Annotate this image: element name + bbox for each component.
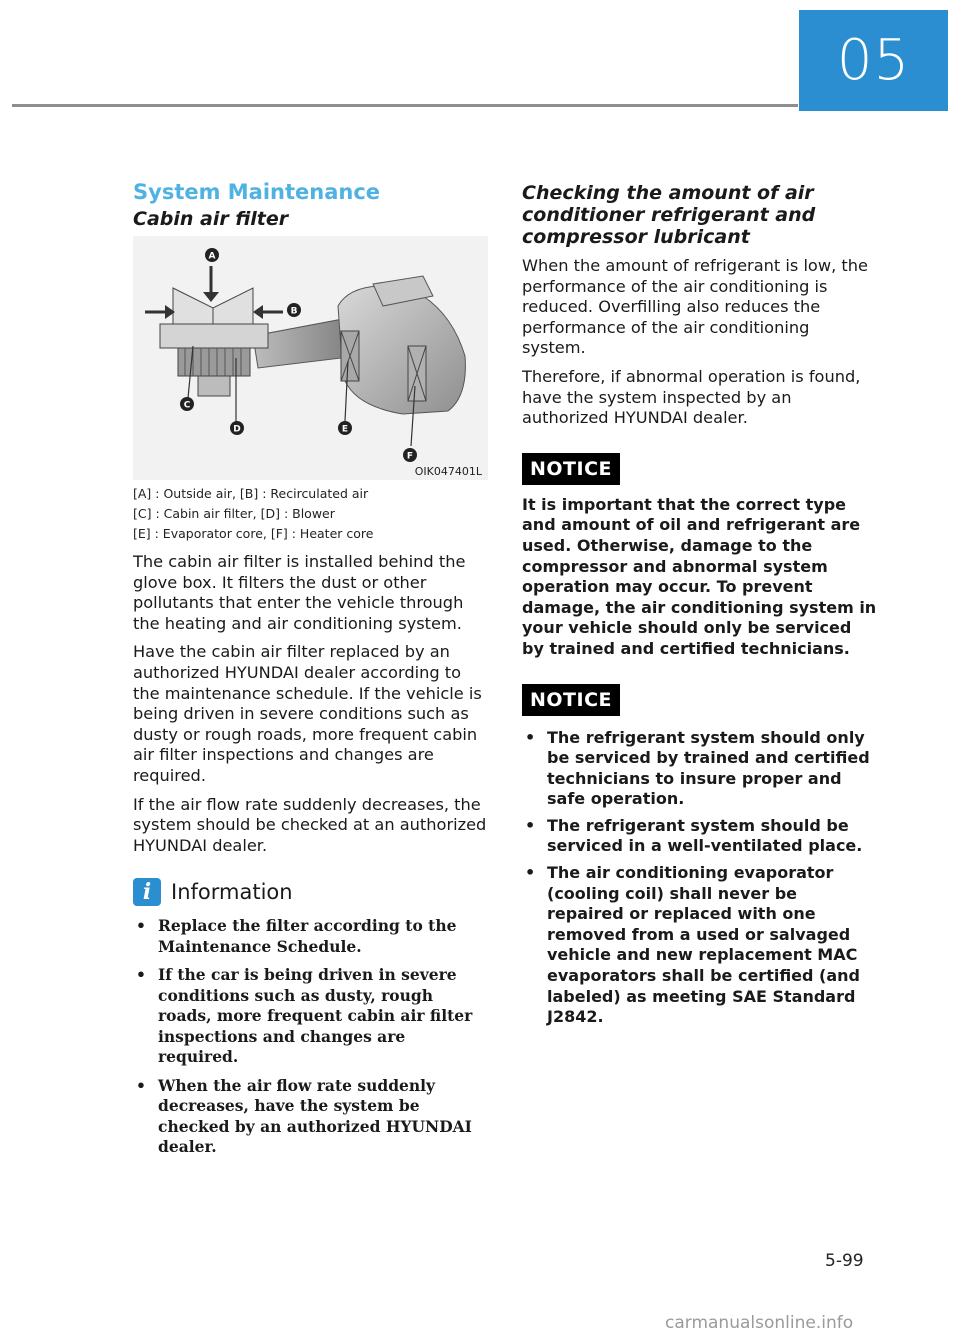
figure-code: OIK047401L: [414, 465, 482, 478]
notice-list: [522, 728, 878, 1028]
section-title: System Maintenance: [133, 180, 381, 204]
notice-badge: NOTICE: [522, 684, 620, 716]
callout-d-label: D: [233, 424, 241, 435]
callout-c-label: C: [183, 400, 191, 411]
info-header: [133, 878, 488, 906]
paragraph: When the amount of refrigerant is low, the performance of the air conditioning is reduced. Overfilling also reduces the performance of the air conditioning system.: [522, 256, 868, 358]
right-column: [522, 178, 878, 1034]
callout-a-label: A: [208, 251, 216, 262]
left-column: [133, 178, 488, 1166]
figure-caption: [133, 484, 488, 544]
paragraph: Have the cabin air filter replaced by an authorized HYUNDAI dealer according to the maintenance schedule. If the vehicle is being driven in severe conditions such as dusty or rough roads, more frequent cabin air filter inspections and changes are required.: [133, 642, 482, 785]
caption-line: [E] : Evaporator core, [F] : Heater core: [133, 526, 374, 541]
paragraph: If the air flow rate suddenly decreases, the system should be checked at an authorized HYUNDAI dealer.: [133, 794, 487, 855]
info-list: [133, 916, 488, 1158]
list-item: • The refrigerant system should be serviced in a well-ventilated place.: [522, 816, 878, 857]
caption-line: [A] : Outside air, [B] : Recirculated air: [133, 486, 369, 501]
hvac-illustration: [133, 236, 488, 480]
page-number: 5-99: [825, 1251, 864, 1271]
info-title: Information: [171, 880, 293, 905]
info-icon: i: [133, 878, 161, 906]
watermark: carmanualsonline.info: [665, 1313, 854, 1333]
callout-e-label: E: [341, 424, 349, 435]
list-item: • The air conditioning evaporator (cooling coil) shall never be repaired or replaced with one removed from a used or salvaged vehicle and new replacement MAC evaporators shall be certified (and labeled) as meeting SAE Standard J2842.: [522, 863, 878, 1028]
refrigerant-heading: Checking the amount of air conditioner refrigerant and compressor lubricant: [522, 182, 816, 248]
header-rule: [12, 104, 798, 107]
list-item: • The refrigerant system should only be serviced by trained and certified technicians to insure proper and safe operation.: [522, 728, 878, 810]
callout-b-label: B: [290, 306, 298, 317]
list-item: • If the car is being driven in severe conditions such as dusty, rough roads, more frequent cabin air filter inspections and changes are required.: [133, 965, 488, 1068]
sub-title: Cabin air filter: [133, 208, 289, 230]
list-item: • Replace the filter according to the Maintenance Schedule.: [133, 916, 488, 957]
notice-badge: NOTICE: [522, 453, 620, 485]
list-item: • When the air flow rate suddenly decreases, have the system be checked by an authorized HYUNDAI dealer.: [133, 1076, 488, 1158]
chapter-tab: 05: [799, 10, 948, 111]
notice-text: It is important that the correct type and amount of oil and refrigerant are used. Otherwise, damage to the compressor and abnormal system operation may occur. To prevent damage, the air conditioning system in your vehicle should only be serviced by trained and certified technicians.: [522, 494, 877, 658]
cabin-filter-figure: [133, 236, 488, 480]
caption-line: [C] : Cabin air filter, [D] : Blower: [133, 506, 335, 521]
callout-f-label: F: [406, 451, 414, 462]
paragraph: Therefore, if abnormal operation is found, have the system inspected by an authorized HYUNDAI dealer.: [522, 366, 861, 428]
paragraph: The cabin air filter is installed behind the glove box. It filters the dust or other pollutants that enter the vehicle through the heating and air conditioning system.: [133, 552, 466, 633]
